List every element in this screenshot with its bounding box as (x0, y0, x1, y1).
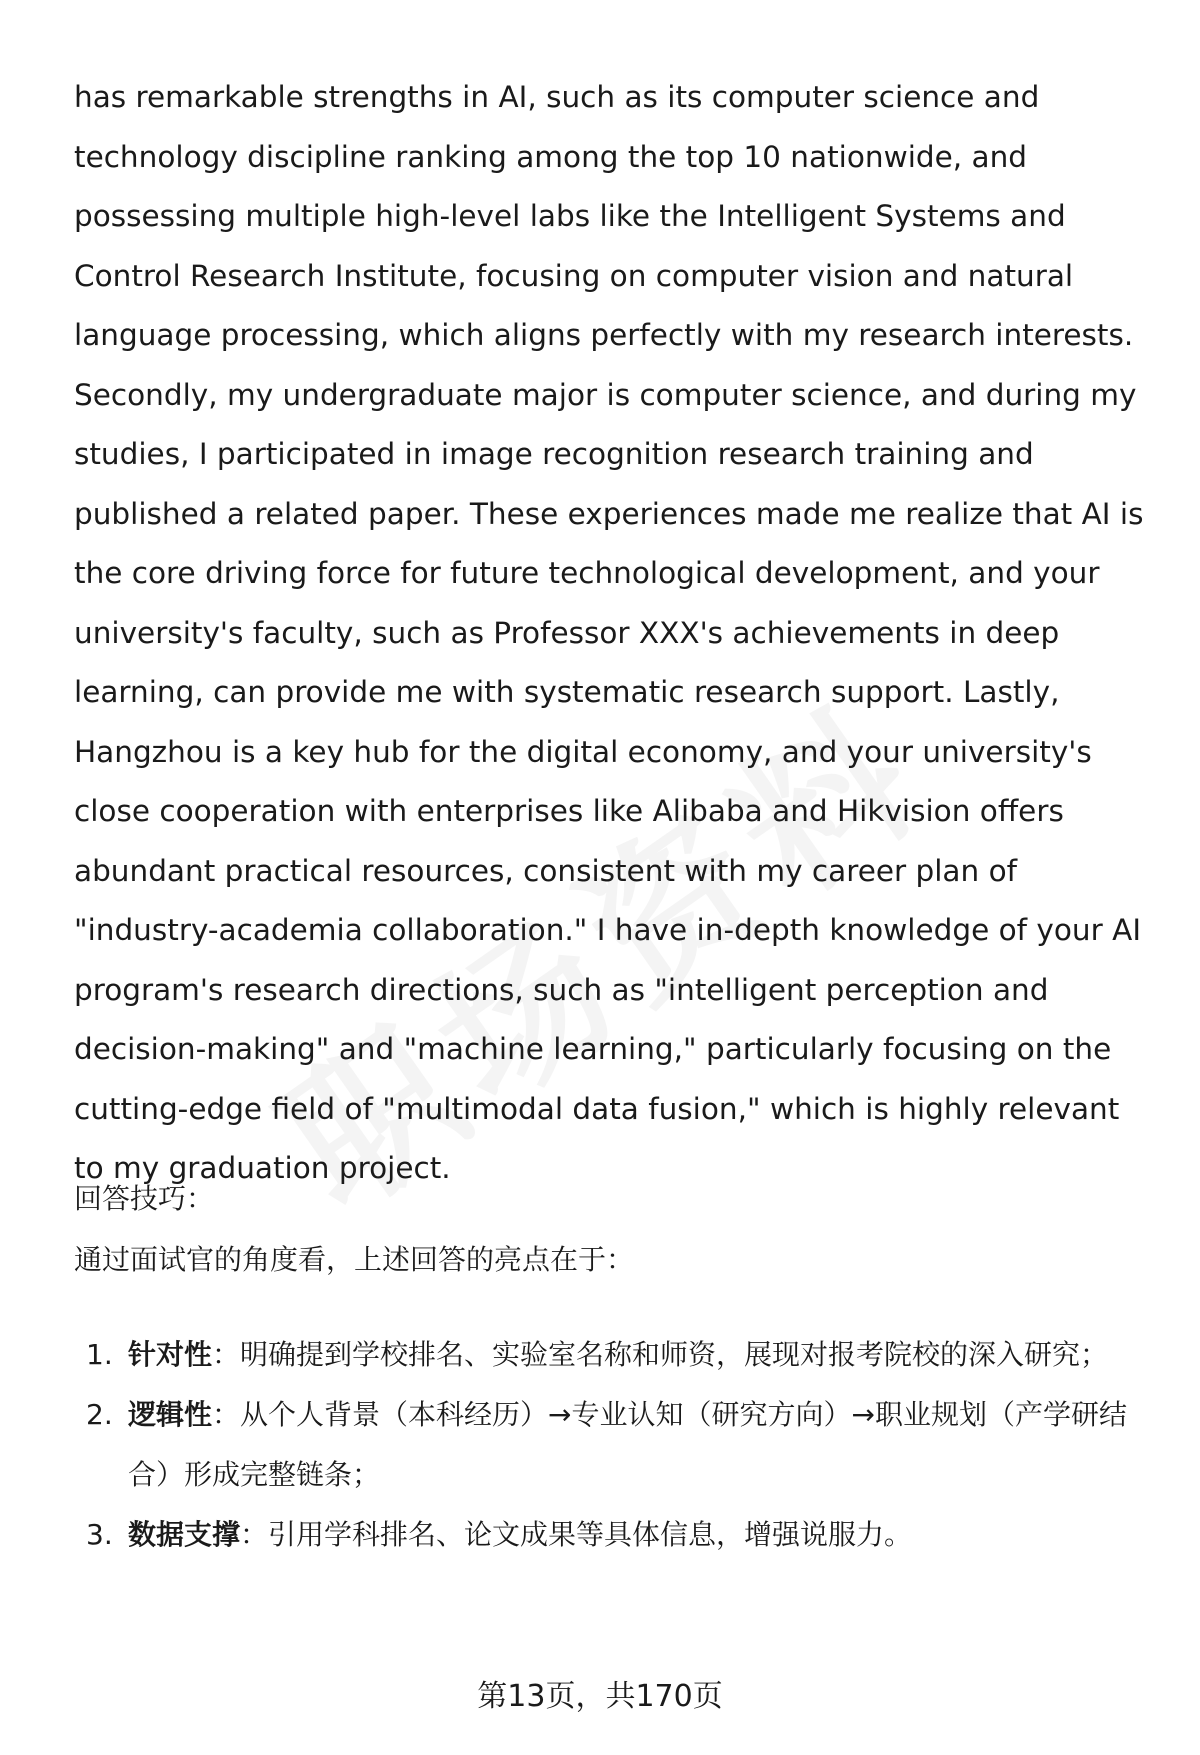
list-item-number: 1. (86, 1338, 113, 1371)
list-item (74, 1325, 1154, 1385)
list-item-term: 针对性 (128, 1338, 213, 1371)
list-item-term: 数据支撑 (128, 1518, 241, 1551)
tips-list (74, 1325, 1154, 1565)
list-item-text: ：从个人背景（本科经历）→专业认知（研究方向）→职业规划（产学研结合）形成完整链条； (128, 1398, 1127, 1491)
page-number: 第13页，共170页 (477, 1679, 723, 1714)
list-item (74, 1505, 1154, 1565)
list-item-number: 2. (86, 1398, 113, 1431)
list-item-text: ：引用学科排名、论文成果等具体信息，增强说服力。 (240, 1518, 913, 1551)
list-item-number: 3. (86, 1518, 113, 1551)
list-item-term: 逻辑性 (128, 1398, 213, 1431)
list-item-text: ：明确提到学校排名、实验室名称和师资，展现对报考院校的深入研究； (212, 1338, 1109, 1371)
tips-heading: 回答技巧： (74, 1182, 215, 1215)
list-item (74, 1385, 1154, 1505)
tips-intro: 通过面试官的角度看，上述回答的亮点在于： (74, 1243, 635, 1276)
body-paragraph: has remarkable strengths in AI, such as its computer science and technology discipline ranking among the top 10 nationwide, and possessing multiple high-level labs like the Intelligent Systems and Control Research Institute, focusing on computer vision and natural language processing, which aligns perfectly with my research interests. Secondly, my undergraduate major is computer science, and during my studies, I participated in image recognition research training and published a related paper. These experiences made me realize that AI is the core driving force for future technological development, and your university's faculty, such as Professor XXX's achievements in deep learning, can provide me with systematic research support. Lastly, Hangzhou is a key hub for the digital economy, and your university's close cooperation with enterprises like Alibaba and Hikvision offers abundant practical resources, consistent with my career plan of "industry-academia collaboration." I have in-depth knowledge of your AI program's research directions, such as "intelligent perception and decision-making" and "machine learning," particularly focusing on the cutting-edge field of "multimodal data fusion," which is highly relevant to my graduation project. (74, 80, 1144, 1185)
